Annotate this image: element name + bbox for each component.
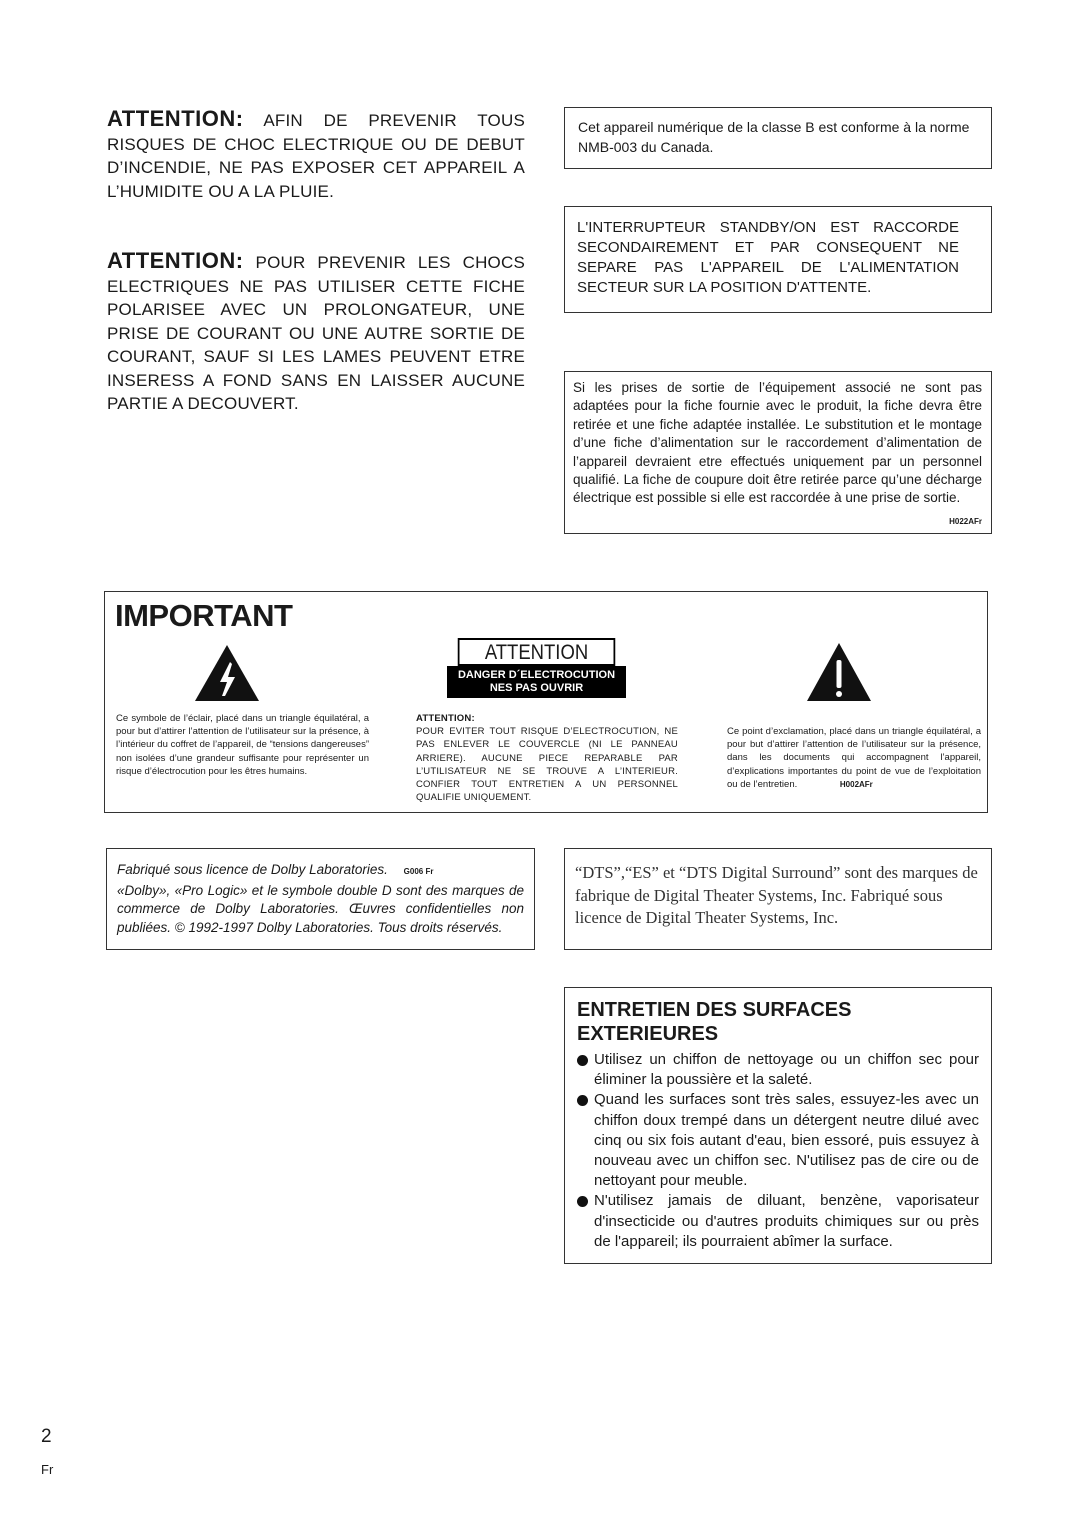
bullet-icon	[577, 1055, 588, 1066]
exclamation-explanation-text: Ce point d’exclamation, placé dans un triangle équilatéral, a pour but d’attirer l’attention de l’utilisateur sur la présence, dans les documents qui accompagnent l’appareil, d’explications importantes du point de vue de l’exploitation ou de l’entretien.	[727, 726, 981, 790]
standby-switch-notice	[564, 206, 992, 313]
canada-compliance-notice	[564, 107, 992, 169]
attention-warning-label	[447, 638, 626, 698]
exterior-care-section	[564, 987, 992, 1264]
list-item	[577, 1050, 979, 1090]
attention-text: AFIN DE PREVENIR TOUS RISQUES DE CHOC ELECTRIQUE OU DE DEBUT D’INCENDIE, NE PAS EXPOSER CET APPAREIL A L’HUMIDITE OU A LA PLUIE.	[107, 111, 525, 201]
canada-notice-text: Cet appareil numérique de la classe B est conforme à la norme NMB-003 du Canada.	[578, 119, 970, 155]
attention-humidity-warning	[107, 107, 525, 203]
label-danger-line-1: DANGER D´ELECTROCUTION	[457, 669, 616, 681]
exterior-care-title	[577, 998, 979, 1046]
dts-trademark-notice	[564, 848, 992, 950]
page-language: Fr	[41, 1462, 54, 1477]
attention-instruction	[416, 712, 678, 804]
label-danger-text	[447, 666, 626, 698]
standby-notice-text: L'INTERRUPTEUR STANDBY/ON EST RACCORDE SECONDAIREMENT ET PAR CONSEQUENT NE SEPARE PAS L'APPAREIL DE L'ALIMENTATION SECTEUR SUR LA POSITION D'ATTENTE.	[577, 219, 959, 296]
exclamation-symbol-explanation	[727, 725, 981, 791]
lightning-triangle-icon	[194, 644, 260, 702]
dolby-license-notice	[106, 848, 535, 950]
plug-notice-text: Si les prises de sortie de l’équipement associé ne sont pas adaptées pour la fiche fournie avec le produit, la fiche devra être retirée et une fiche adaptée installée. Le substitution et le montage d’une fiche d’alimentation sur le raccordement d’alimentation de l’appareil devraient etre effectués uniquement par un personnel qualifié. La fiche de coupure doit être retirée parce qu’une décharge électrique est possible si elle est raccordée à une prise de sortie.	[573, 380, 982, 506]
list-item-text: N'utilisez jamais de diluant, benzène, vaporisateur d'insecticide ou d'autres produits chimiques sur ou près de l'appareil; ils pourraient abîmer la surface.	[594, 1192, 979, 1250]
exclamation-explanation-code: H002AFr	[839, 779, 873, 789]
bullet-icon	[577, 1196, 588, 1207]
attention-keyword: ATTENTION:	[107, 106, 244, 131]
dolby-license-line: Fabriqué sous licence de Dolby Laboratories.	[117, 862, 388, 877]
label-danger-line-2: NES PAS OUVRIR	[489, 682, 584, 694]
list-item-text: Utilisez un chiffon de nettoyage ou un chiffon sec pour éliminer la poussière et la saleté.	[594, 1051, 979, 1089]
plug-replacement-notice	[564, 371, 992, 534]
attention-text: POUR PREVENIR LES CHOCS ELECTRIQUES NE PAS UTILISER CETTE FICHE POLARISEE AVEC UN PROLONGATEUR, UNE PRISE DE COURANT OU UNE AUTRE SORTIE DE COURANT, SAUF SI LES LAMES PEUVENT ETRE INSERESS A FOND SANS EN LAISSER AUCUNE PARTIE A DECOUVERT.	[107, 253, 525, 413]
list-item	[577, 1191, 979, 1252]
dolby-trademark-text: «Dolby», «Pro Logic» et le symbole double D sont des marques de commerce de Dolby Laboratories. Œuvres confidentielles non publiées. © 1992-1997 Dolby Laboratories. Tous droits réservés.	[117, 882, 524, 935]
list-item-text: Quand les surfaces sont très sales, essuyez-les avec un chiffon doux trempé dans un détergent neutre dilué avec cinq ou six fois autant d'eau, bien essoré, puis essuyez à nouveau avec un chiffon sec. N'utilisez pas de cire ou de nettoyant pour meuble.	[594, 1091, 979, 1190]
exterior-care-title-line-1: ENTRETIEN DES SURFACES	[577, 999, 852, 1021]
page-number: 2	[41, 1426, 52, 1447]
label-attention-text: ATTENTION	[458, 638, 616, 666]
attention-instruction-text: POUR EVITER TOUT RISQUE D’ELECTROCUTION, NE PAS ENLEVER LE COUVERCLE (NI LE PANNEAU ARRIERE). AUCUNE PIECE REPARABLE PAR L’UTILISATEUR NE SE TROUVE A L’INTERIEUR. CONFIER TOUT ENTRETIEN A UN PERSONNEL QUALIFIE UNIQUEMENT.	[416, 726, 678, 804]
dolby-code: G006 Fr	[403, 867, 434, 876]
list-item	[577, 1090, 979, 1191]
important-safety-box	[104, 591, 988, 813]
important-title: IMPORTANT	[115, 598, 293, 633]
bullet-icon	[577, 1095, 588, 1106]
exclamation-triangle-icon	[806, 642, 872, 702]
attention-polarized-plug-warning	[107, 249, 525, 416]
dts-trademark-text: “DTS”,“ES” et “DTS Digital Surround” sont des marques de fabrique de Digital Theater Systems, Inc. Fabriqué sous licence de Digital Theater Systems, Inc.	[575, 863, 978, 927]
exterior-care-list	[577, 1050, 979, 1252]
attention-keyword: ATTENTION:	[107, 248, 244, 273]
plug-notice-code: H022AFr	[949, 516, 982, 526]
lightning-symbol-explanation: Ce symbole de l’éclair, placé dans un triangle équilatéral, a pour but d’attirer l’attention de l’utilisateur sur la présence, à l’intérieur du coffret de l’appareil, de “tensions dangereuses” non isolées d’une grandeur suffisante pour représenter un risque d’électrocution pour les êtres humains.	[116, 713, 369, 777]
attention-instruction-heading: ATTENTION:	[416, 713, 475, 724]
exterior-care-title-line-2: EXTERIEURES	[577, 1023, 719, 1045]
